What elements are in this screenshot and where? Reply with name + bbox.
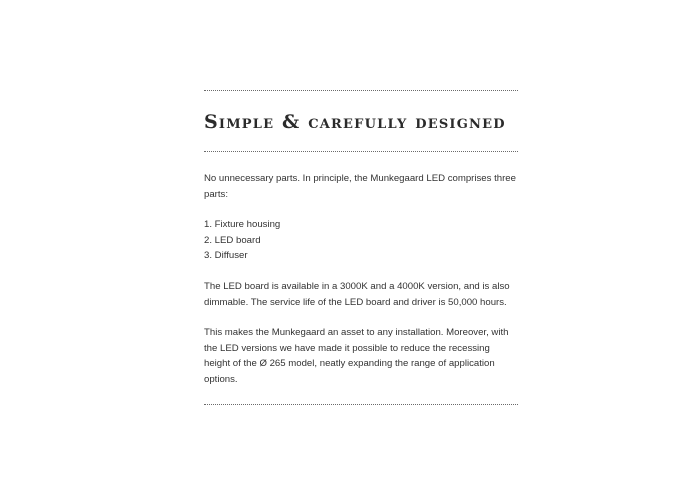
bottom-dotted-divider xyxy=(204,404,518,405)
parts-list-item: 3. Diffuser xyxy=(204,250,248,262)
led-board-paragraph: The LED board is available in a 3000K and a 4000K version, and is also dimmable. The service life of the LED board and driver is 50,000 hours. xyxy=(204,280,510,308)
intro-paragraph: No unnecessary parts. In principle, the Munkegaard LED comprises three parts: xyxy=(204,173,516,200)
parts-list-item: 1. Fixture housing xyxy=(204,219,281,231)
parts-list-item: 2. LED board xyxy=(204,234,261,246)
section-heading: Simple & carefully designed xyxy=(204,111,506,133)
closing-paragraph: This makes the Munkegaard an asset to any installation. Moreover, with the LED versions we have made it possible to reduce the recessing height of the Ø 265 model, neatly expanding the range of application options. xyxy=(204,327,509,385)
parts-list xyxy=(204,217,518,264)
text-panel xyxy=(204,90,518,405)
body-text xyxy=(204,152,518,388)
